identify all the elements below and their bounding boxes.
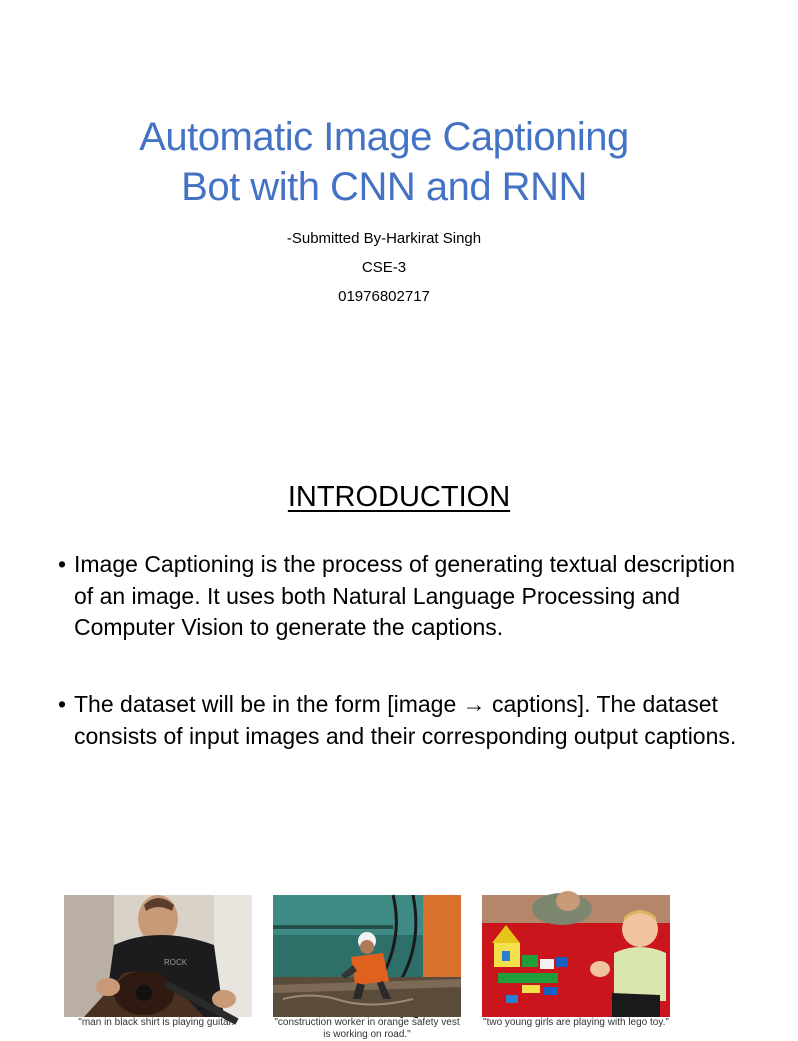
figure-caption: "man in black shirt is playing guitar.": [78, 1017, 238, 1028]
bullet-icon: •: [58, 691, 67, 717]
guitar-player-photo: [64, 895, 252, 1017]
slide-title: [0, 112, 768, 212]
figure-caption: "construction worker in orange safety vest is working on road.": [274, 1017, 460, 1040]
svg-text:ROCK: ROCK: [164, 958, 188, 967]
figure-caption: "two young girls are playing with lego toy.": [483, 1017, 669, 1028]
introduction-heading: INTRODUCTION: [287, 481, 511, 513]
bullet-text: The dataset will be in the form [image → captions]. The dataset consists of input images and their corresponding output captions.: [74, 691, 737, 749]
submitted-by: -Submitted By-Harkirat Singh: [286, 230, 482, 247]
title-line-1: Automatic Image Captioning: [139, 115, 629, 159]
bullet-item: [58, 549, 758, 644]
bullet-text: Image Captioning is the process of generating textual description of an image. It uses both Natural Language Processing and Computer Vision to generate the captions.: [74, 551, 736, 640]
kids-lego-photo: [482, 895, 670, 1017]
roll-number: 01976802717: [338, 288, 430, 305]
class-section: CSE-3: [361, 259, 407, 276]
title-line-2: Bot with CNN and RNN: [181, 165, 587, 209]
bullet-icon: •: [58, 551, 67, 577]
construction-worker-photo: [273, 895, 461, 1017]
bullet-item: [58, 689, 758, 752]
